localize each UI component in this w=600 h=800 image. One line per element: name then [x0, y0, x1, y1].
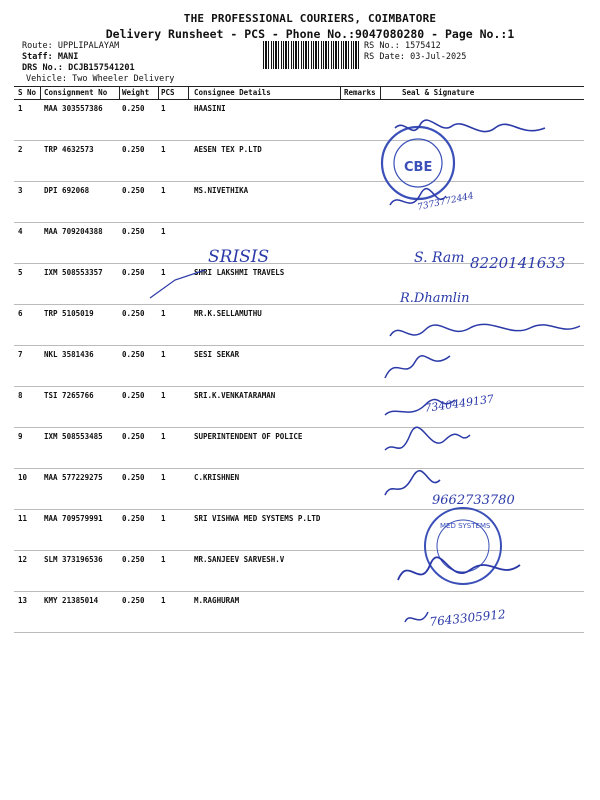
cell-consignment: MAA 303557386 — [44, 104, 103, 113]
vehicle-line — [26, 74, 174, 85]
cell-weight: 0.250 — [122, 514, 145, 523]
cell-pcs: 1 — [161, 555, 166, 564]
header-divider — [40, 87, 41, 99]
staff-value: MANI — [57, 52, 79, 62]
header-pcs: PCS — [161, 88, 175, 97]
cell-pcs: 1 — [161, 104, 166, 113]
cell-pcs: 1 — [161, 596, 166, 605]
cell-consignee: AESEN TEX P.LTD — [194, 145, 262, 154]
header-divider — [188, 87, 189, 99]
cell-consignment: IXM 508553485 — [44, 432, 103, 441]
header-sno: S No — [18, 88, 37, 97]
cell-sno: 13 — [18, 596, 28, 605]
cell-consignment: DPI 692068 — [44, 186, 90, 195]
cell-pcs: 1 — [161, 186, 166, 195]
cell-pcs: 1 — [161, 268, 166, 277]
table-row — [14, 222, 584, 264]
route-value: UPPLIPALAYAM — [57, 41, 120, 51]
cell-consignee: SRI VISHWA MED SYSTEMS P.LTD — [194, 514, 321, 523]
rs-date-value: 03-Jul-2025 — [410, 52, 467, 62]
vehicle-value: Two Wheeler Delivery — [72, 74, 175, 84]
cell-pcs: 1 — [161, 145, 166, 154]
cell-sno: 4 — [18, 227, 23, 236]
cell-consignment: SLM 373196536 — [44, 555, 103, 564]
drs-value: DCJB157541201 — [68, 63, 135, 73]
rs-no-label: RS No.: — [364, 41, 400, 51]
cell-consignment: TSI 7265766 — [44, 391, 94, 400]
cell-consignment: KMY 21385014 — [44, 596, 99, 605]
cell-weight: 0.250 — [122, 104, 145, 113]
cell-consignment: IXM 508553357 — [44, 268, 103, 277]
table-row — [14, 181, 584, 223]
cell-consignee: MS.NIVETHIKA — [194, 186, 249, 195]
cell-consignment: TRP 4632573 — [44, 145, 94, 154]
handwriting-row5-phone: 8220141633 — [470, 254, 566, 272]
handwriting-row13-phone: 7643305912 — [428, 607, 507, 629]
cell-sno: 1 — [18, 104, 23, 113]
rs-no-line — [364, 41, 441, 52]
cell-pcs: 1 — [161, 309, 166, 318]
header-weight: Weight — [122, 88, 150, 97]
header-divider — [119, 87, 120, 99]
barcode — [263, 41, 359, 69]
header-remarks: Remarks — [344, 88, 376, 97]
drs-label: DRS No.: — [22, 63, 63, 73]
cell-consignment: TRP 5105019 — [44, 309, 94, 318]
handwriting-row10-phone: 9662733780 — [432, 493, 515, 508]
route-label: Route: — [22, 41, 53, 51]
cell-consignment: NKL 3581436 — [44, 350, 94, 359]
stamp-cbe-text: CBE — [404, 160, 433, 175]
cell-consignment: MAA 577229275 — [44, 473, 103, 482]
cell-consignment: MAA 709204388 — [44, 227, 103, 236]
cell-weight: 0.250 — [122, 227, 145, 236]
cell-sno: 6 — [18, 309, 23, 318]
signature-row-6: R.Dhamlin — [400, 291, 470, 306]
cell-sno: 12 — [18, 555, 28, 564]
cell-consignee: MR.SANJEEV SARVESH.V — [194, 555, 285, 564]
cell-sno: 9 — [18, 432, 23, 441]
cell-weight: 0.250 — [122, 596, 145, 605]
header-divider — [380, 87, 381, 99]
table-row — [14, 263, 584, 305]
header-divider — [158, 87, 159, 99]
rs-date-label: RS Date: — [364, 52, 405, 62]
vehicle-label: Vehicle: — [26, 74, 67, 84]
route-line — [22, 41, 119, 52]
table-row — [14, 509, 584, 551]
stamp-cbe-phone: 7373772444 — [416, 191, 475, 213]
table-row — [14, 468, 584, 510]
handwriting-row8-phone: 7340449137 — [423, 392, 495, 415]
table-row — [14, 550, 584, 592]
cell-consignee: M.RAGHURAM — [194, 596, 240, 605]
cell-pcs: 1 — [161, 350, 166, 359]
cell-weight: 0.250 — [122, 186, 145, 195]
stamp-med-text: MED SYSTEMS — [440, 522, 491, 530]
rs-date-line — [364, 52, 466, 63]
cell-sno: 10 — [18, 473, 28, 482]
header-consignment: Consignment No — [44, 88, 108, 97]
table-row — [14, 99, 584, 141]
cell-consignee: SUPERINTENDENT OF POLICE — [194, 432, 303, 441]
header-consignee: Consignee Details — [194, 88, 271, 97]
cell-weight: 0.250 — [122, 145, 145, 154]
cell-weight: 0.250 — [122, 432, 145, 441]
table-row — [14, 304, 584, 346]
cell-consignee: C.KRISHNEN — [194, 473, 240, 482]
cell-sno: 7 — [18, 350, 23, 359]
cell-sno: 3 — [18, 186, 23, 195]
company-name: THE PROFESSIONAL COURIERS, COIMBATORE — [183, 12, 437, 25]
cell-weight: 0.250 — [122, 391, 145, 400]
cell-weight: 0.250 — [122, 268, 145, 277]
cell-sno: 8 — [18, 391, 23, 400]
staff-label: Staff: — [22, 52, 53, 62]
header-divider — [340, 87, 341, 99]
cell-consignee: SRI.K.VENKATARAMAN — [194, 391, 276, 400]
cell-weight: 0.250 — [122, 350, 145, 359]
staff-line — [22, 52, 78, 63]
cell-consignment: MAA 709579991 — [44, 514, 103, 523]
header-seal: Seal & Signature — [402, 88, 475, 97]
cell-pcs: 1 — [161, 227, 166, 236]
cell-sno: 5 — [18, 268, 23, 277]
table-row — [14, 345, 584, 387]
cell-consignee: SHRI LAKSHMI TRAVELS — [194, 268, 285, 277]
cell-consignee: SESI SEKAR — [194, 350, 240, 359]
cell-weight: 0.250 — [122, 473, 145, 482]
cell-sno: 11 — [18, 514, 28, 523]
table-row — [14, 427, 584, 469]
table-row — [14, 386, 584, 428]
drs-line — [22, 63, 135, 74]
table-header — [14, 86, 584, 100]
table-row — [14, 140, 584, 182]
table-row — [14, 591, 584, 633]
cell-consignee: HAASINI — [194, 104, 226, 113]
signature-row-5: S. Ram — [414, 250, 465, 266]
cell-pcs: 1 — [161, 432, 166, 441]
runsheet-title: Delivery Runsheet - PCS - Phone No.:9047080280 - Page No.:1 — [105, 27, 515, 41]
cell-pcs: 1 — [161, 514, 166, 523]
rs-no-value: 1575412 — [404, 41, 441, 51]
handwriting-row4-name: SRISIS — [208, 247, 270, 267]
cell-sno: 2 — [18, 145, 23, 154]
cell-consignee: MR.K.SELLAMUTHU — [194, 309, 262, 318]
cell-pcs: 1 — [161, 391, 166, 400]
cell-weight: 0.250 — [122, 555, 145, 564]
cell-weight: 0.250 — [122, 309, 145, 318]
cell-pcs: 1 — [161, 473, 166, 482]
